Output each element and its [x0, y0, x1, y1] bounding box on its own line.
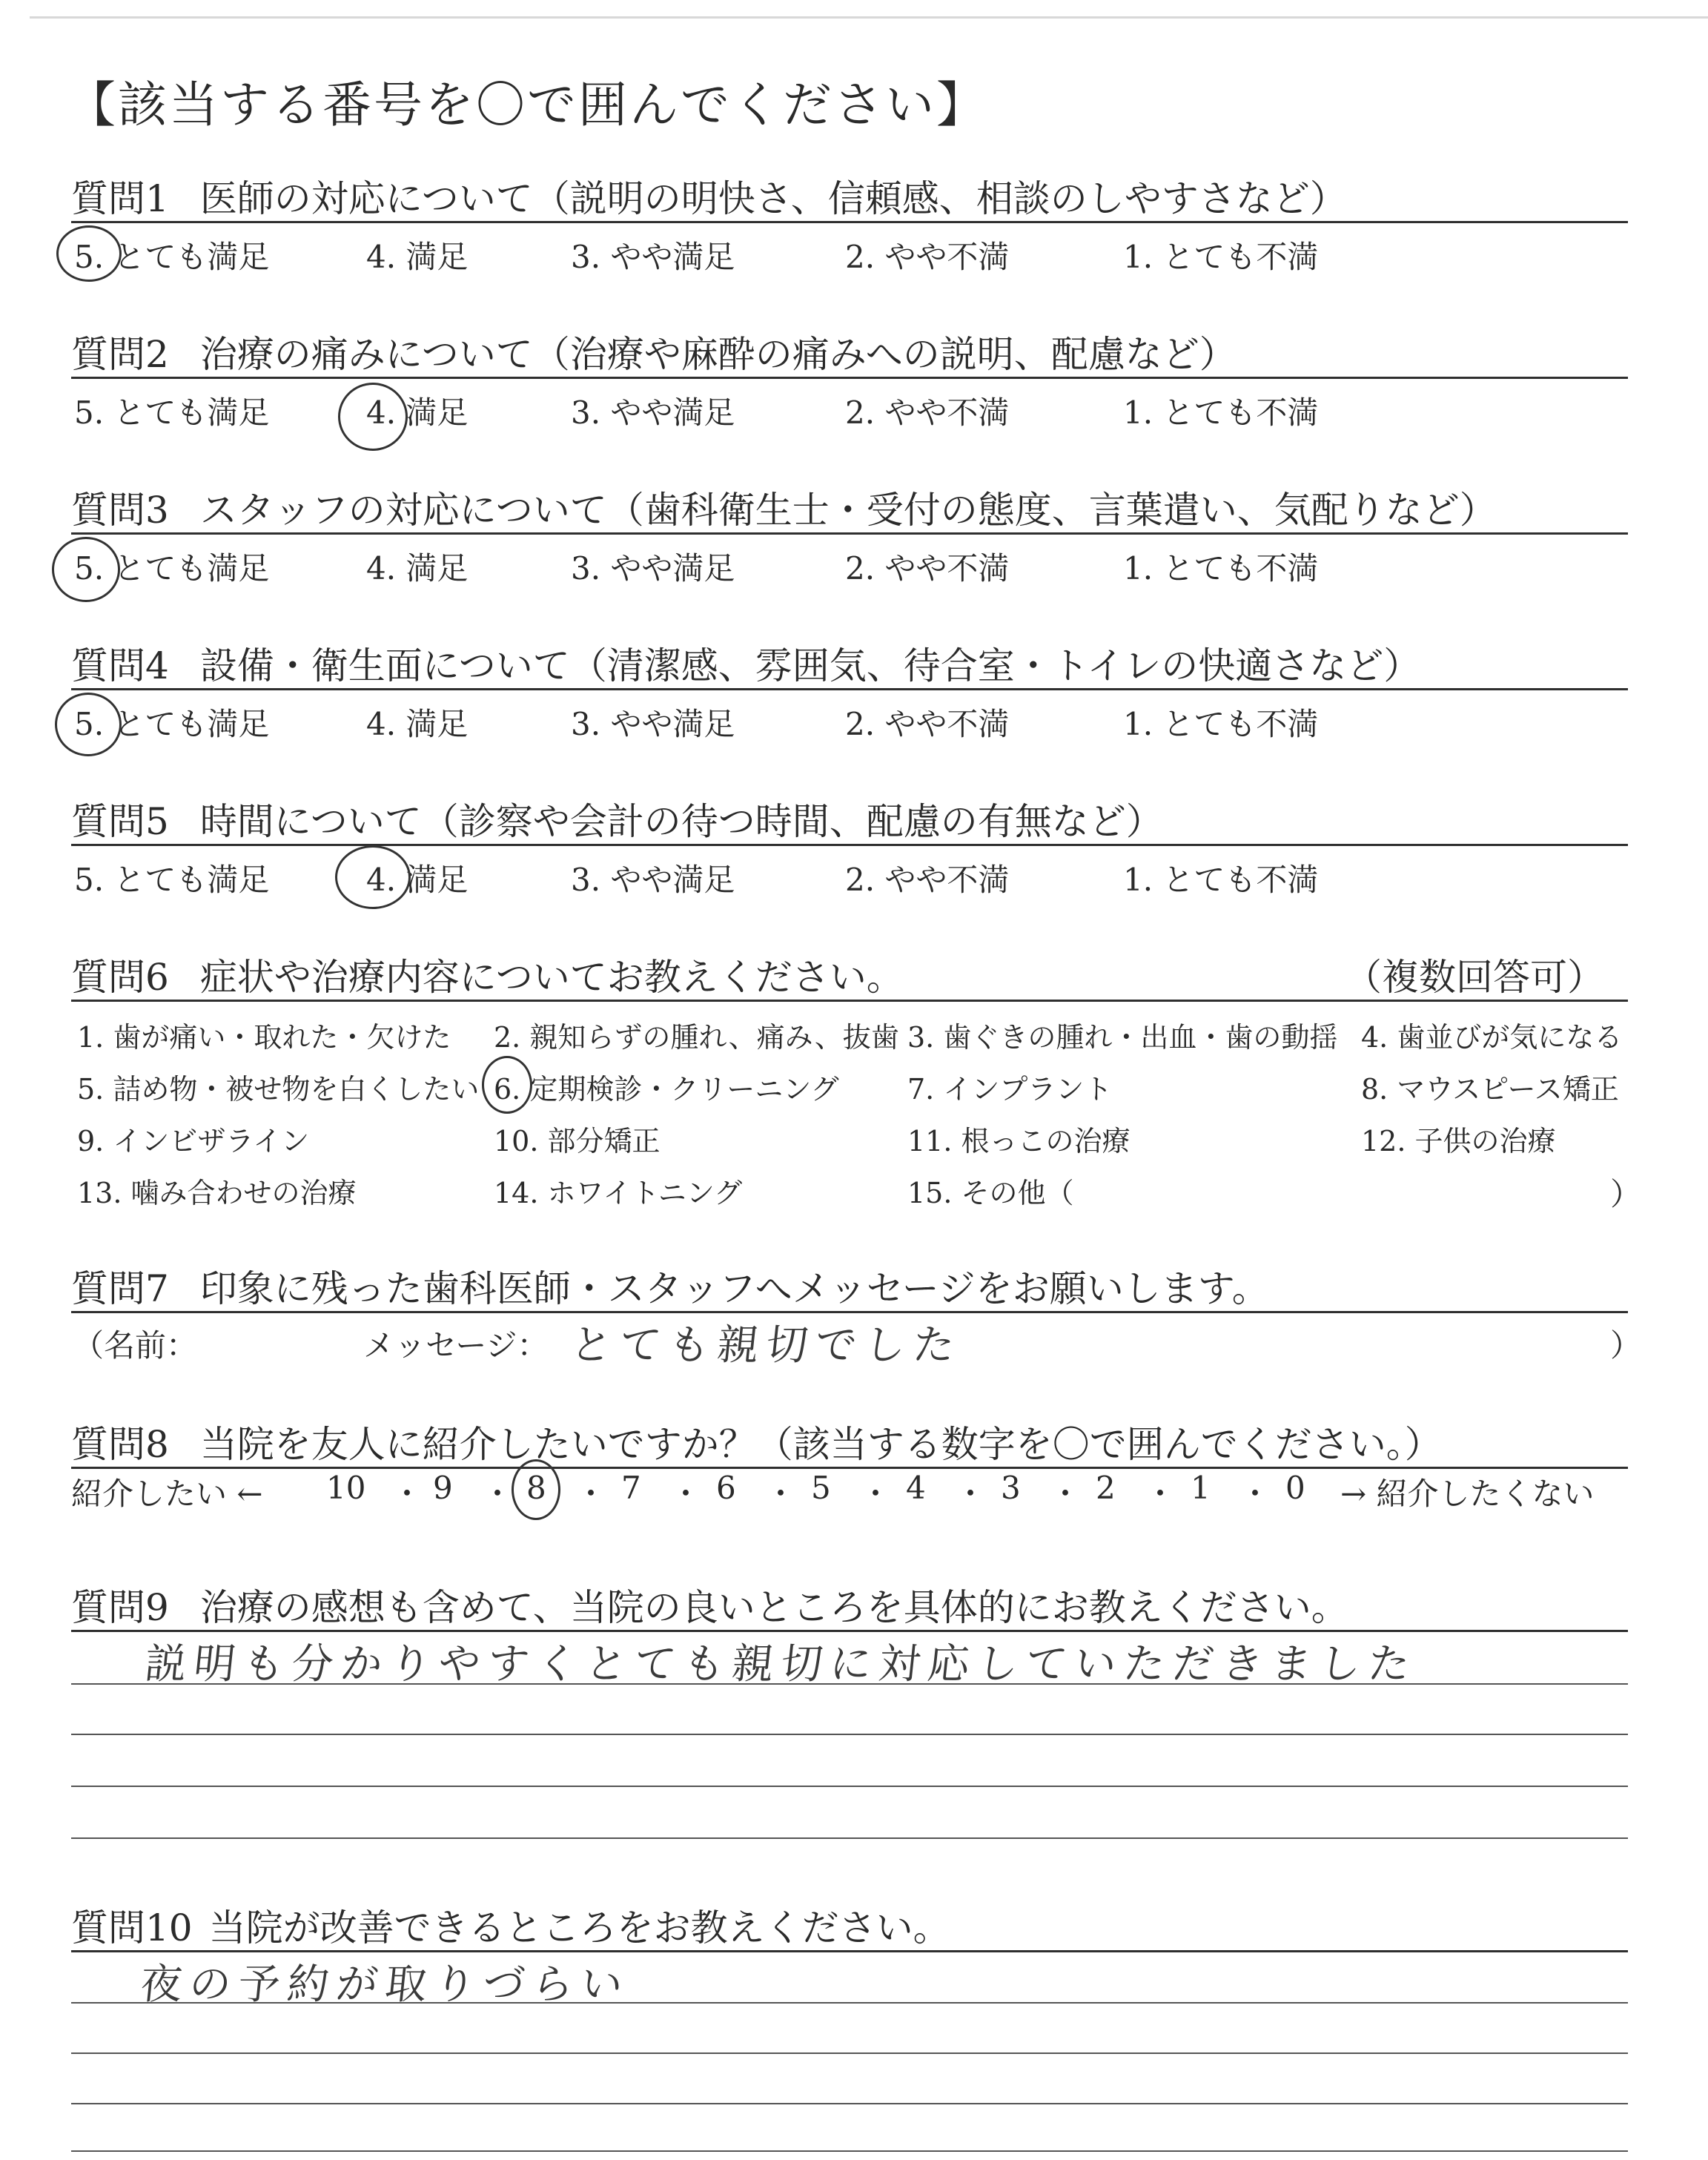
question-1: 質問1 医師の対応について（説明の明快さ、信頼感、相談のしやすさなど） [71, 177, 1347, 220]
answer-line [71, 2150, 1628, 2152]
scale-dot: ・ [1050, 1476, 1082, 1512]
q3-option-2[interactable]: 2. やや不満 [845, 550, 1010, 587]
q4-selection-circle [55, 693, 122, 756]
q2-option-5[interactable]: 5. とても満足 [74, 394, 270, 431]
recommend-left-label: 紹介したい ← [71, 1476, 263, 1512]
scale-5[interactable]: 5 [811, 1470, 831, 1506]
answer-line [71, 2103, 1628, 2104]
q10-handwritten-answer[interactable]: 夜の予約が取りづらい [138, 1961, 632, 2009]
question-9: 質問9 治療の感想も含めて、当院の良いところを具体的にお教えください。 [71, 1586, 1348, 1629]
q6-item-1[interactable]: 1. 歯が痛い・取れた・欠けた [77, 1021, 451, 1054]
question-5: 質問5 時間について（診察や会計の待つ時間、配慮の有無など） [71, 800, 1163, 843]
q1-option-1[interactable]: 1. とても不満 [1123, 239, 1319, 275]
q2-selection-circle [338, 383, 408, 451]
question-4: 質問4 設備・衛生面について（清潔感、雰囲気、待合室・トイレの快適さなど） [71, 644, 1421, 687]
question-6-rule [71, 1000, 1628, 1002]
scale-1[interactable]: 1 [1191, 1470, 1211, 1506]
q4-option-2[interactable]: 2. やや不満 [845, 706, 1010, 742]
q6-item-2[interactable]: 2. 親知らずの腫れ、痛み、抜歯 [494, 1021, 899, 1054]
scale-dot: ・ [391, 1476, 423, 1512]
q1-option-2[interactable]: 2. やや不満 [845, 239, 1010, 275]
scale-0[interactable]: 0 [1285, 1470, 1305, 1506]
q1-option-3[interactable]: 3. やや満足 [571, 239, 735, 275]
scale-6[interactable]: 6 [716, 1470, 736, 1506]
scale-4[interactable]: 4 [906, 1470, 926, 1506]
q6-item-3[interactable]: 3. 歯ぐきの腫れ・出血・歯の動揺 [907, 1021, 1338, 1054]
question-6: 質問6 症状や治療内容についてお教えください。 [71, 956, 904, 999]
q6-other-close-paren: ） [1610, 1176, 1642, 1212]
q3-option-1[interactable]: 1. とても不満 [1123, 550, 1319, 587]
q6-item-10[interactable]: 10. 部分矯正 [494, 1125, 661, 1157]
multiple-answers-note: （複数回答可） [1345, 956, 1604, 999]
page-top-edge [30, 16, 1708, 27]
question-2: 質問2 治療の痛みについて（治療や麻酔の痛みへの説明、配慮など） [71, 333, 1237, 376]
scale-dot: ・ [575, 1476, 607, 1512]
scale-3[interactable]: 3 [1001, 1470, 1021, 1506]
scale-dot: ・ [1239, 1476, 1271, 1512]
q6-item-6[interactable]: 6. 定期検診・クリーニング [494, 1073, 839, 1106]
question-1-rule [71, 221, 1628, 223]
question-3-rule [71, 532, 1628, 535]
q4-option-5[interactable]: 5. とても満足 [74, 706, 270, 742]
q5-option-5[interactable]: 5. とても満足 [74, 862, 270, 898]
q5-option-2[interactable]: 2. やや不満 [845, 862, 1010, 898]
q1-option-4[interactable]: 4. 満足 [366, 239, 469, 275]
q6-item-15[interactable]: 15. その他（ [907, 1177, 1074, 1209]
question-3: 質問3 スタッフの対応について（歯科衛生士・受付の態度、言葉遣い、気配りなど） [71, 489, 1497, 532]
name-label: （名前： [73, 1327, 198, 1364]
scale-2[interactable]: 2 [1096, 1470, 1116, 1506]
q2-option-3[interactable]: 3. やや満足 [571, 394, 735, 431]
q5-selection-circle [335, 845, 411, 909]
recommend-right-label: → 紹介したくない [1340, 1476, 1595, 1512]
answer-line [71, 2052, 1628, 2054]
q6-item-13[interactable]: 13. 噛み合わせの治療 [77, 1177, 357, 1209]
answer-line [71, 1786, 1628, 1787]
q6-item-12[interactable]: 12. 子供の治療 [1361, 1125, 1556, 1157]
message-label: メッセージ： [363, 1327, 549, 1364]
q6-item-5[interactable]: 5. 詰め物・被せ物を白くしたい [77, 1073, 480, 1106]
question-2-rule [71, 377, 1628, 379]
q8-selection-circle [512, 1459, 560, 1520]
question-10: 質問10 当院が改善できるところをお教えください。 [71, 1906, 950, 1949]
q6-item-14[interactable]: 14. ホワイトニング [494, 1177, 743, 1209]
q6-selection-circle [482, 1056, 532, 1114]
scale-8[interactable]: 8 [526, 1470, 546, 1506]
question-8: 質問8 当院を友人に紹介したいですか？（該当する数字を〇で囲んでください。） [71, 1423, 1442, 1466]
q3-option-4[interactable]: 4. 満足 [366, 550, 469, 587]
q6-item-11[interactable]: 11. 根っこの治療 [907, 1125, 1131, 1157]
answer-line [71, 2002, 1628, 2004]
q3-option-5[interactable]: 5. とても満足 [74, 550, 270, 587]
q1-selection-circle [56, 225, 122, 282]
q2-option-2[interactable]: 2. やや不満 [845, 394, 1010, 431]
scale-dot: ・ [670, 1476, 702, 1512]
scale-7[interactable]: 7 [621, 1470, 641, 1506]
question-8-rule [71, 1467, 1628, 1469]
q1-option-5[interactable]: 5. とても満足 [74, 239, 270, 275]
scale-9[interactable]: 9 [433, 1470, 453, 1506]
q7-close-paren: ） [1610, 1327, 1642, 1364]
q4-option-3[interactable]: 3. やや満足 [571, 706, 735, 742]
answer-line [71, 1734, 1628, 1735]
q4-option-1[interactable]: 1. とても不満 [1123, 706, 1319, 742]
q5-option-1[interactable]: 1. とても不満 [1123, 862, 1319, 898]
question-5-rule [71, 844, 1628, 846]
scale-dot: ・ [765, 1476, 797, 1512]
message-handwritten-answer[interactable]: とても親切でした [568, 1321, 964, 1370]
scale-dot: ・ [860, 1476, 892, 1512]
scale-dot: ・ [955, 1476, 987, 1512]
question-4-rule [71, 688, 1628, 690]
answer-line [71, 1683, 1628, 1685]
q4-option-4[interactable]: 4. 満足 [366, 706, 469, 742]
q2-option-4[interactable]: 4. 満足 [366, 394, 469, 431]
scale-dot: ・ [482, 1476, 514, 1512]
q2-option-1[interactable]: 1. とても不満 [1123, 394, 1319, 431]
question-7: 質問7 印象に残った歯科医師・スタッフへメッセージをお願いします。 [71, 1267, 1269, 1310]
scale-10[interactable]: 10 [326, 1470, 366, 1506]
q9-handwritten-answer[interactable]: 説明も分かりやすくとても親切に対応していただきました [142, 1640, 1420, 1688]
q5-option-3[interactable]: 3. やや満足 [571, 862, 735, 898]
q5-option-4[interactable]: 4. 満足 [366, 862, 469, 898]
q3-selection-circle [52, 537, 120, 602]
q6-item-7[interactable]: 7. インプラント [907, 1073, 1113, 1106]
answer-line [71, 1837, 1628, 1839]
form-title: 【該当する番号を〇で囲んでください】 [67, 76, 987, 133]
scale-dot: ・ [1145, 1476, 1176, 1512]
q6-item-8[interactable]: 8. マウスピース矯正 [1361, 1073, 1619, 1106]
q6-item-4[interactable]: 4. 歯並びが気になる [1361, 1021, 1623, 1054]
q3-option-3[interactable]: 3. やや満足 [571, 550, 735, 587]
q6-item-9[interactable]: 9. インビザライン [77, 1125, 310, 1157]
